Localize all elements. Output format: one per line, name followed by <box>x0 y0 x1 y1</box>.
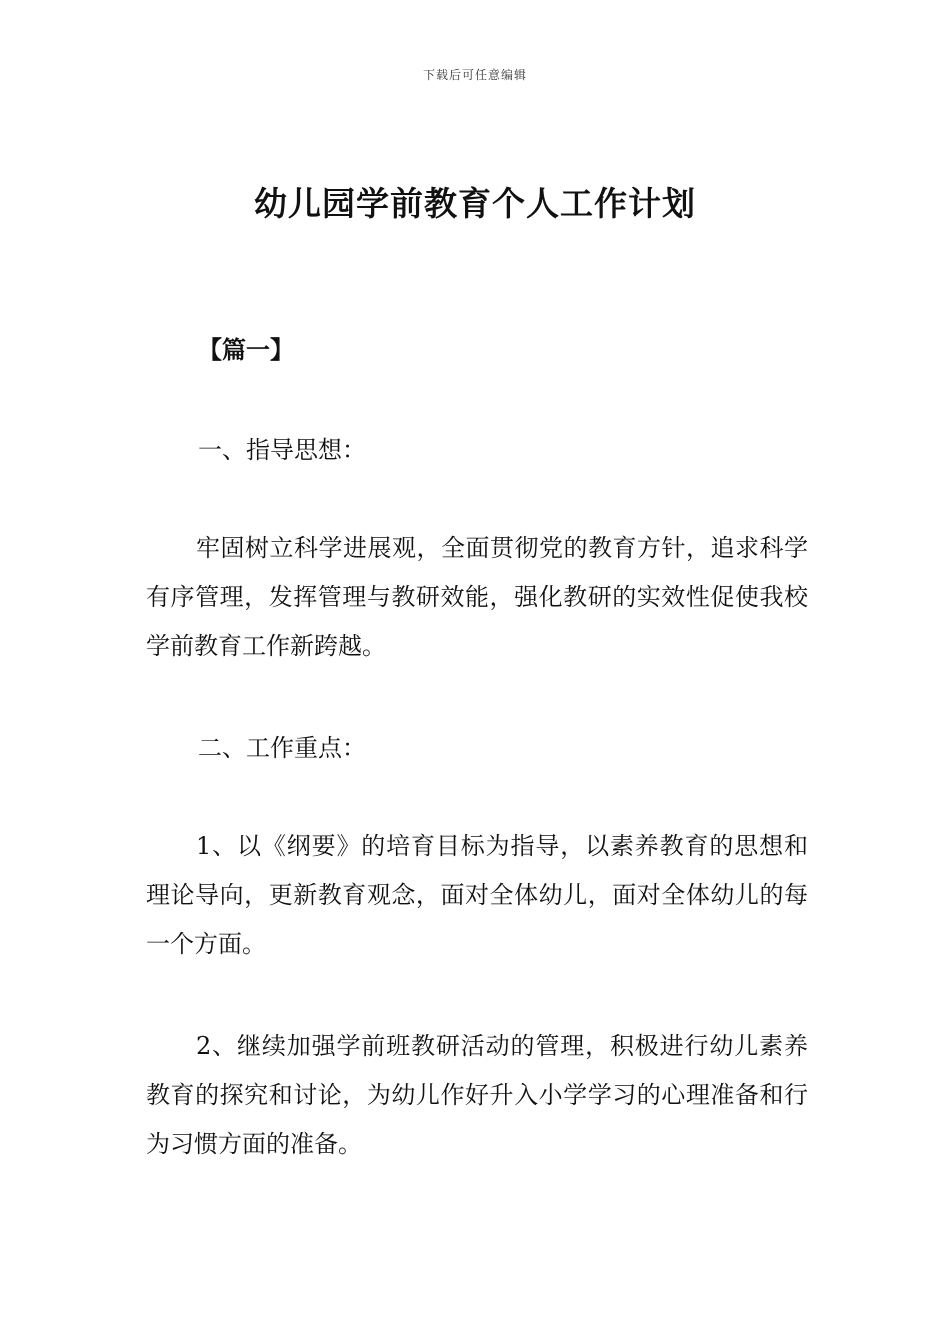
header-note: 下载后可任意编辑 <box>422 68 527 82</box>
document-title: 幼儿园学前教育个人工作计划 <box>254 184 696 223</box>
section-label: 【篇一】 <box>198 336 294 364</box>
heading-guiding-thought: 一、指导思想： <box>198 436 366 464</box>
paragraph-guiding-thought: 牢固树立科学进展观，全面贯彻党的教育方针，追求科学有序管理，发挥管理与教研效能，强化教研的实效性促使我校学前教育工作新跨越。 <box>146 534 808 660</box>
paragraph-focus-2: 2、继续加强学前班教研活动的管理，积极进行幼儿素养教育的探究和讨论，为幼儿作好升入小学学习的心理准备和行为习惯方面的准备。 <box>146 1032 808 1158</box>
heading-work-focus: 二、工作重点： <box>198 734 366 762</box>
paragraph-focus-1: 1、以《纲要》的培育目标为指导，以素养教育的思想和理论导向，更新教育观念，面对全体幼儿，面对全体幼儿的每一个方面。 <box>146 832 808 958</box>
